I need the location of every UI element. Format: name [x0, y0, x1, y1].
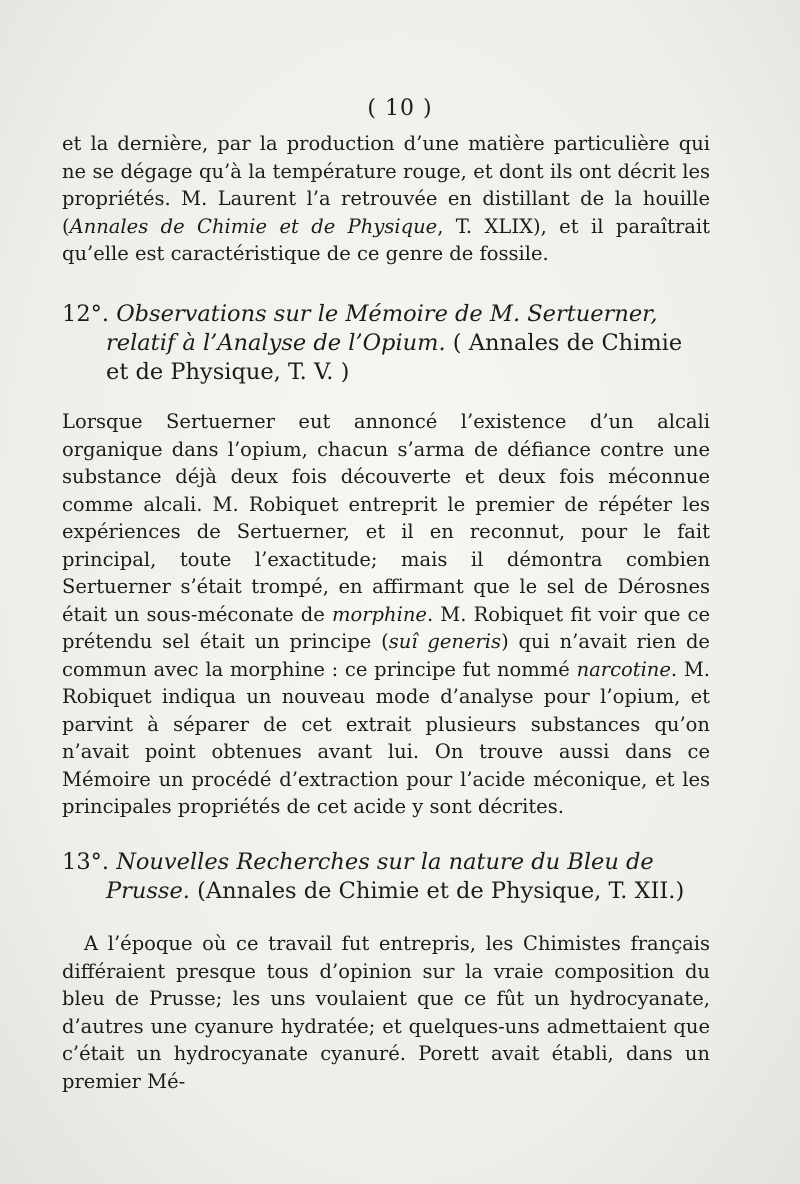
paragraph-text: A l’époque où ce travail fut entrepris, les Chimistes français différaient presque tous d’opinion sur la vraie composition du bleu de Prusse; les uns voulaient que ce fût un hydrocyanate, d’autres une cyanure hydratée; et quelques-uns admettaient que c’était un hydrocyanate cyanuré. Porett avait établi, dans un premier Mé-	[62, 932, 710, 1093]
paragraph-bleu-de-prusse	[62, 930, 710, 1095]
term-morphine: morphine	[332, 602, 427, 626]
paragraph-text: Lorsque Sertuerner eut annoncé l’existence d’un alcali organique dans l’opium, chacun s’arma de défiance contre une substance déjà deux fois découverte et deux fois méconnue comme alcali. M. Robiquet entreprit le premier de répéter les expériences de Sertuerner, et il en reconnut, pour le fait principal, toute l’exactitude; mais il démontra combien Sertuerner s’était trompé, en affirmant que le sel de Dérosnes était un sous-méconate de	[62, 410, 710, 626]
section-heading-12	[62, 300, 710, 387]
section-citation: ( Annales de Chimie et de Physique, T. V. )	[106, 330, 683, 385]
section-citation: (Annales de Chimie et de Physique, T. XII.)	[189, 878, 685, 904]
journal-title: Annales de Chimie et de Physique	[69, 214, 438, 238]
paragraph-text: , T. XLIX), et il paraîtrait qu’elle est caractéristique de ce genre de fossile.	[62, 214, 710, 265]
paragraph-text: ) qui n’avait rien de commun avec la morphine : ce principe fut nommé	[62, 630, 710, 681]
term-sui-generis: suî generis	[388, 630, 502, 653]
term-narcotine: narcotine	[576, 657, 671, 681]
paragraph-sertuerner	[62, 408, 710, 821]
paragraph-continued	[62, 130, 710, 268]
section-title: Nouvelles Recherches sur la nature du Bleu de Prusse.	[106, 849, 654, 904]
paragraph-text: . M. Robiquet fit voir que ce prétendu sel était un principe (	[62, 602, 710, 653]
paragraph-text: . M. Robiquet indiqua un nouveau mode d’analyse pour l’opium, et parvint à séparer de cet extrait plusieurs substances qu’on n’avait point obtenues avant lui. On trouve aussi dans ce Mémoire un procédé d’extraction pour l’acide méconique, et les principales propriétés de cet acide y sont décrites.	[62, 657, 711, 818]
section-number: 12°.	[62, 301, 110, 327]
section-title: Observations sur le Mémoire de M. Sertuerner, relatif à l’Analyse de l’Opium.	[106, 301, 658, 356]
section-number: 13°.	[62, 849, 110, 875]
paragraph-text: et la dernière, par la production d’une matière particulière qui ne se dégage qu’à la température rouge, et dont ils ont décrit les propriétés. M. Laurent l’a retrouvée en distillant de la houille (	[62, 132, 710, 238]
page-number: ( 10 )	[367, 96, 433, 121]
section-heading-13	[62, 848, 710, 906]
